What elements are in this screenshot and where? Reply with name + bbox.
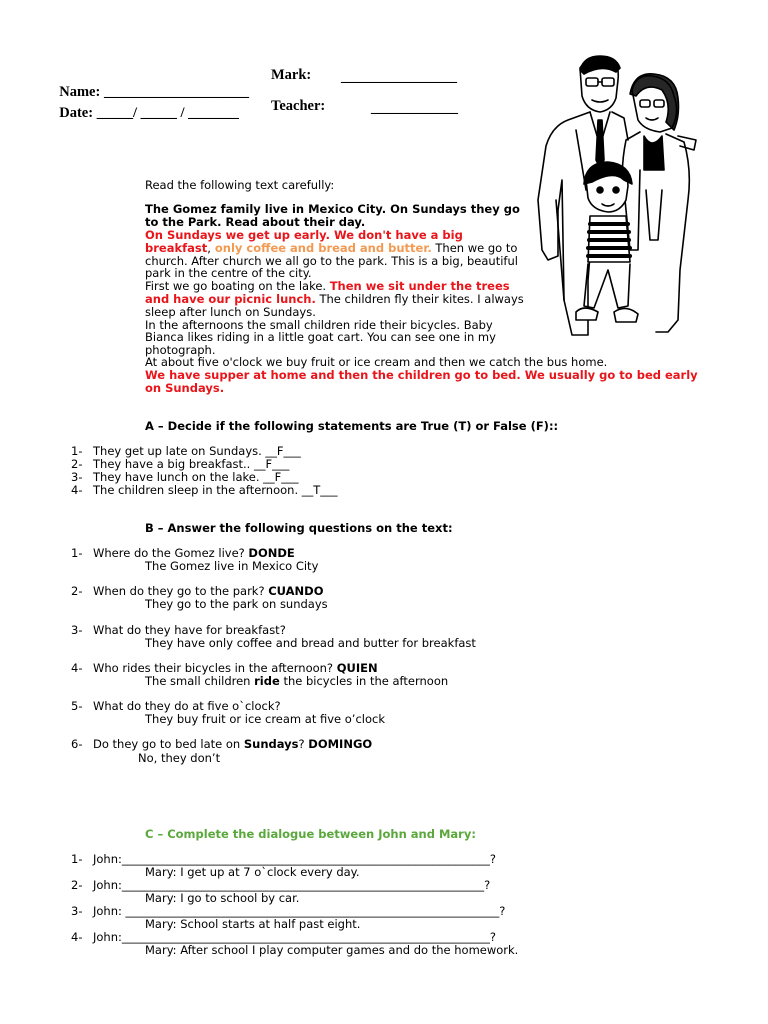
answer-3[interactable]: They have only coffee and bread and butter for breakfast (145, 636, 476, 650)
name-blank[interactable]: ____________________ (103, 84, 249, 100)
passage-orange-1: only coffee and bread and butter. (210, 240, 432, 255)
date-blank[interactable]: _____/ _____ / _______ (96, 105, 239, 121)
passage-plain-3: The children fly their kites. I always sleep after lunch on Sundays. (145, 291, 524, 319)
question-5 (71, 699, 281, 713)
item-number: 3- (71, 470, 83, 484)
answer-6[interactable]: No, they don’t (138, 751, 221, 765)
mary-line: Mary: I go to school by car. (145, 891, 300, 905)
mary-line: Mary: I get up at 7 o`clock every day. (145, 865, 360, 879)
dialogue-item (71, 904, 506, 918)
question-3 (71, 623, 286, 637)
passage-paragraph-1 (145, 229, 528, 280)
item-number: 1- (71, 444, 83, 458)
section-b-heading: B – Answer the following questions on the text: (145, 521, 453, 535)
item-number: 3- (71, 904, 83, 918)
answer-2[interactable]: They go to the park on sundays (145, 597, 328, 611)
teacher-blank[interactable]: ____________ (371, 100, 458, 116)
question-2 (71, 584, 324, 598)
mary-line: Mary: After school I play computer games and do the homework. (145, 943, 519, 957)
passage-paragraph-3: In the afternoons the small children ride their bicycles. Baby Bianca likes riding in a little goat cart. You can see one in my photograph. (145, 317, 496, 358)
keyword: DOMINGO (308, 737, 373, 751)
dialogue-item (71, 930, 496, 944)
question-text: ? (298, 737, 309, 751)
answer-5[interactable]: They buy fruit or ice cream at five o’clock (145, 712, 385, 726)
reading-title (145, 203, 525, 229)
keyword: DONDE (248, 546, 295, 560)
keyword: CUANDO (268, 584, 324, 598)
john-line-input[interactable]: John:________________________________________________________________? (93, 930, 496, 944)
answer-4[interactable] (145, 675, 448, 688)
item-number: 1- (71, 852, 83, 866)
item-number: 4- (71, 483, 83, 497)
section-a-heading: A – Decide if the following statements are True (T) or False (F):: (145, 419, 559, 433)
passage-plain-5: At about five o'clock we buy fruit or ice cream and then we catch the bus home. (145, 355, 608, 369)
answer-1[interactable]: The Gomez live in Mexico City (145, 559, 319, 573)
item-number: 2- (71, 457, 83, 471)
question-bold-word: Sundays (243, 737, 299, 751)
section-c-heading: C – Complete the dialogue between John and Mary: (145, 827, 476, 841)
item-number: 3- (71, 623, 83, 637)
mary-line: Mary: School starts at half past eight. (145, 917, 361, 931)
mark-label: Mark: (271, 67, 312, 83)
question-text: Who rides their bicycles in the afternoon? (93, 661, 337, 675)
question-text: Where do the Gomez live? (93, 546, 249, 560)
item-number: 6- (71, 737, 83, 751)
passage-plain-2: First we go boating on the lake. (145, 279, 330, 294)
john-line-input[interactable]: John: _________________________________________________________________? (93, 904, 506, 918)
answer-text: The small children (145, 674, 255, 688)
mark-blank[interactable]: ________________ (341, 69, 457, 85)
passage-paragraph-2 (145, 280, 528, 318)
teacher-label: Teacher: (271, 98, 326, 114)
question-text: What do they do at five o`clock? (93, 699, 281, 713)
reading-passage-end (145, 356, 745, 394)
question-4 (71, 661, 378, 675)
reading-title-text: The Gomez family live in Mexico City. On Sundays they go to the Park. Read about their day. (145, 202, 520, 229)
list-item (71, 483, 338, 497)
item-number: 4- (71, 930, 83, 944)
question-text: What do they have for breakfast? (93, 623, 286, 637)
john-line-input[interactable]: John:_______________________________________________________________? (93, 878, 491, 892)
passage-red-1: On Sundays we get up early. We don't have a big breakfast (145, 228, 463, 255)
answer-text: the bicycles in the afternoon (279, 674, 449, 688)
john-line-input[interactable]: John:________________________________________________________________? (93, 852, 496, 866)
question-text: Do they go to bed late on (93, 737, 244, 751)
dialogue-item (71, 852, 496, 866)
date-label: Date: (59, 105, 94, 121)
item-number: 1- (71, 546, 83, 560)
statement-text[interactable]: They have lunch on the lake. __F___ (93, 470, 299, 484)
passage-plain-1: Then we go to church. After church we all go to the park. This is a big, beautiful park in the centre of the city. (145, 240, 518, 281)
reading-passage (145, 229, 528, 357)
question-1 (71, 546, 295, 560)
item-number: 4- (71, 661, 83, 675)
statement-text[interactable]: They get up late on Sundays. __F___ (93, 444, 301, 458)
passage-red-2: Then we sit under the trees and have our picnic lunch. (145, 279, 510, 306)
statement-text[interactable]: The children sleep in the afternoon. __T___ (93, 483, 338, 497)
item-number: 2- (71, 584, 83, 598)
statement-text[interactable]: They have a big breakfast.. __F___ (93, 457, 290, 471)
keyword: QUIEN (336, 661, 378, 675)
reading-instruction: Read the following text carefully: (145, 178, 335, 192)
item-number: 5- (71, 699, 83, 713)
question-text: When do they go to the park? (93, 584, 269, 598)
question-6 (71, 737, 373, 751)
passage-comma: , (207, 240, 211, 255)
item-number: 2- (71, 878, 83, 892)
family-illustration (528, 50, 706, 342)
answer-bold-word: ride (254, 674, 280, 688)
dialogue-item (71, 878, 491, 892)
passage-red-3: We have supper at home and then the children go to bed. We usually go to bed early on Sundays. (145, 367, 698, 395)
name-label: Name: (59, 84, 101, 100)
date-field (52, 88, 239, 122)
